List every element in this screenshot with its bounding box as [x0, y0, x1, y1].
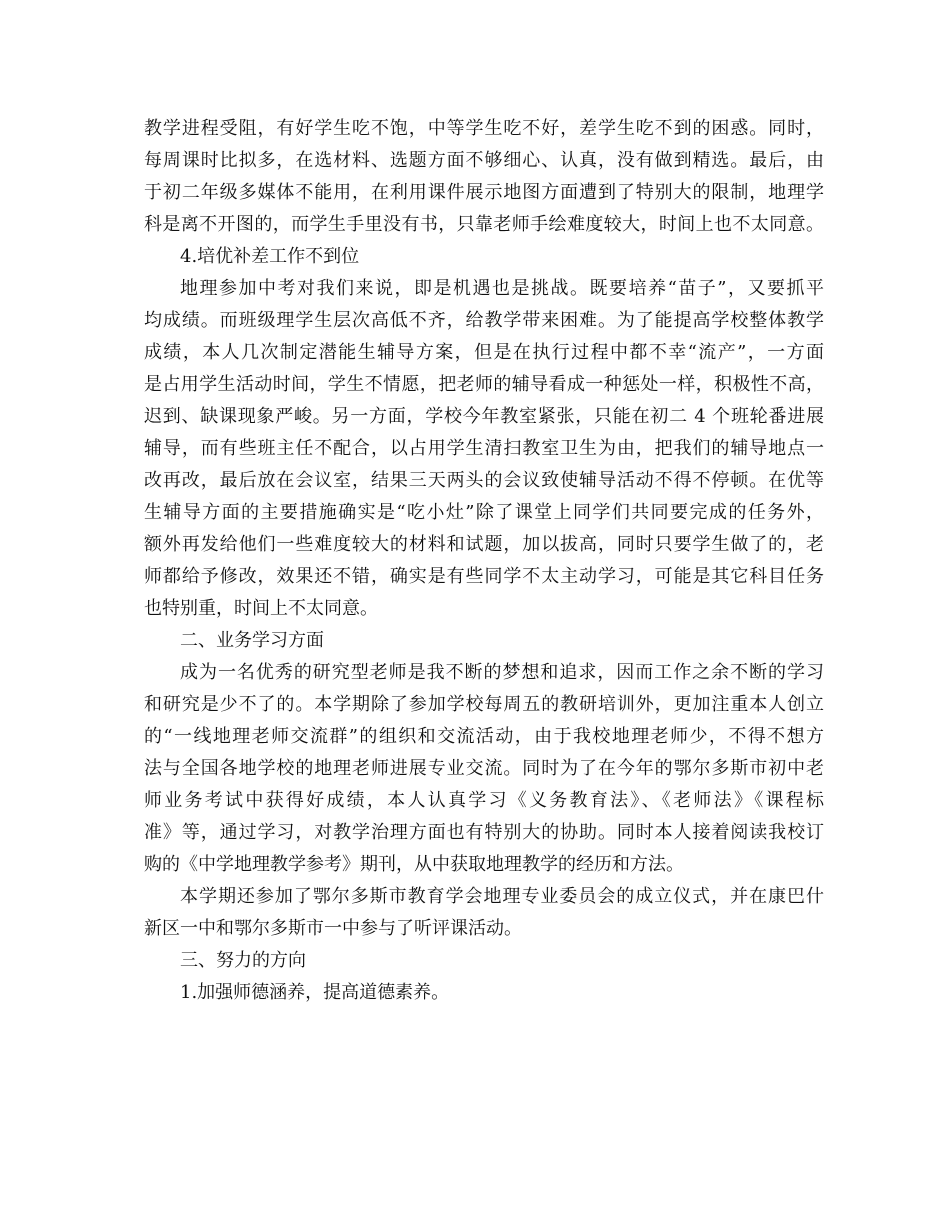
text-line: 本学期还参加了鄂尔多斯市教育学会地理专业委员会的成立仪式，并在康巴什: [180, 886, 824, 907]
section-heading: 二、业务学习方面: [180, 630, 324, 651]
text-line: 地理参加中考对我们来说，即是机遇也是挑战。既要培养“苗子”，又要抓平: [180, 278, 824, 299]
text-line: 师都给予修改，效果还不错，确实是有些同学不太主动学习，可能是其它科目任务: [144, 566, 824, 587]
text-line: 迟到、缺课现象严峻。另一方面，学校今年教室紧张，只能在初二 4 个班轮番进展: [144, 406, 824, 427]
text-line: 额外再发给他们一些难度较大的材料和试题，加以拔高，同时只要学生做了的，老: [144, 534, 824, 555]
text-line: 法与全国各地学校的地理老师进展专业交流。同时为了在今年的鄂尔多斯市初中老: [144, 758, 824, 779]
text-line: 购的《中学地理教学参考》期刊，从中获取地理教学的经历和方法。: [144, 854, 684, 875]
text-line: 准》等，通过学习，对教学治理方面也有特别大的协助。同时本人接着阅读我校订: [144, 822, 824, 843]
text-line: 的“一线地理老师交流群”的组织和交流活动，由于我校地理老师少，不得不想方: [144, 726, 824, 747]
text-line: 改再改，最后放在会议室，结果三天两头的会议致使辅导活动不得不停顿。在优等: [144, 470, 824, 491]
text-line: 生辅导方面的主要措施确实是“吃小灶”除了课堂上同学们共同要完成的任务外，: [144, 502, 824, 523]
text-line: 师业务考试中获得好成绩，本人认真学习《义务教育法》、《老师法》《课程标: [144, 790, 824, 811]
text-line: 辅导，而有些班主任不配合，以占用学生清扫教室卫生为由，把我们的辅导地点一: [144, 438, 824, 459]
text-line: 教学进程受阻，有好学生吃不饱，中等学生吃不好，差学生吃不到的困惑。同时，: [144, 118, 824, 139]
text-line: 成绩，本人几次制定潜能生辅导方案，但是在执行过程中都不幸“流产”，一方面: [144, 342, 824, 363]
text-line: 和研究是少不了的。本学期除了参加学校每周五的教研培训外，更加注重本人创立: [144, 694, 824, 715]
text-line: 科是离不开图的，而学生手里没有书，只靠老师手绘难度较大，时间上也不太同意。: [144, 214, 824, 235]
document-page: [144, 113, 824, 1009]
text-line: 新区一中和鄂尔多斯市一中参与了听评课活动。: [144, 918, 522, 939]
section-heading: 三、努力的方向: [180, 950, 306, 971]
section-heading: 4.培优补差工作不到位: [180, 246, 360, 267]
text-line: 均成绩。而班级理学生层次高低不齐，给教学带来困难。为了能提高学校整体教学: [144, 310, 824, 331]
text-line: 于初二年级多媒体不能用，在利用课件展示地图方面遭到了特别大的限制，地理学: [144, 182, 824, 203]
list-item: 1.加强师德涵养，提高道德素养。: [180, 982, 450, 1003]
text-line: 是占用学生活动时间，学生不情愿，把老师的辅导看成一种惩处一样，积极性不高，: [144, 374, 824, 395]
text-line: 也特别重，时间上不太同意。: [144, 598, 378, 619]
text-line: 每周课时比拟多，在选材料、选题方面不够细心、认真，没有做到精选。最后，由: [144, 150, 824, 171]
text-line: 成为一名优秀的研究型老师是我不断的梦想和追求，因而工作之余不断的学习: [180, 662, 824, 683]
